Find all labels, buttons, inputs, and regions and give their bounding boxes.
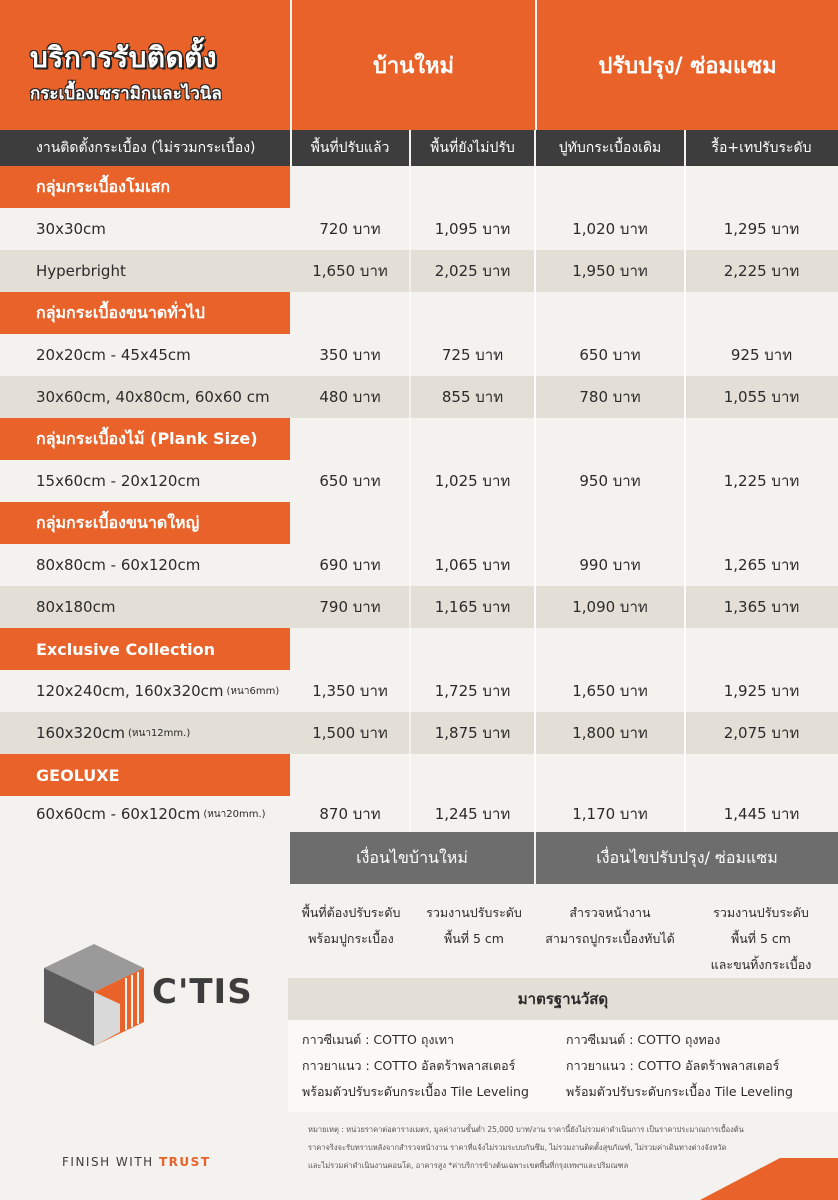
price-cell: 990 บาท	[579, 556, 641, 574]
price-cell: 1,025 บาท	[434, 472, 511, 490]
table-row	[0, 460, 838, 502]
price-cell: 1,225 บาท	[723, 472, 800, 490]
table-row	[0, 334, 838, 376]
price-cell: 855 บาท	[441, 388, 504, 406]
price-cell: 1,265 บาท	[723, 556, 800, 574]
price-cell: 1,245 บาท	[434, 805, 511, 823]
standard-line: กาวซีเมนต์ : COTTO ถุงเทา	[302, 1032, 455, 1047]
table-row	[0, 208, 838, 250]
standards-header: มาตรฐานวัสดุ	[288, 978, 838, 1020]
row-label: 80x80cm - 60x120cm	[36, 556, 201, 574]
corner-accent-shape	[700, 1158, 838, 1200]
table-row	[0, 670, 838, 712]
table-row	[0, 544, 838, 586]
group-divider	[684, 166, 686, 832]
category-label: กลุ่มกระเบื้องขนาดทั่วไป	[0, 292, 290, 334]
price-cell: 1,090 บาท	[572, 598, 648, 616]
price-cell: 650 บาท	[319, 472, 381, 490]
row-label-text: 120x240cm, 160x320cm	[36, 682, 224, 700]
tagline-part: FINISH WITH	[62, 1155, 154, 1169]
row-label: 30x30cm	[36, 220, 106, 238]
price-cell: 1,350 บาท	[312, 682, 388, 700]
footnote-line: และไม่รวมค่าดำเนินงานคอนโด, อาคารสูง *ค่าบริการข้างต้นเฉพาะเขตพื้นที่กรุงเทพฯและปริมณฑล	[308, 1161, 629, 1170]
condition-line: พื้นที่ 5 cm	[731, 931, 791, 946]
condition-c1	[290, 900, 412, 952]
price-cell: 1,650 บาท	[312, 262, 388, 280]
price-cell: 1,725 บาท	[434, 682, 511, 700]
price-cell: 2,025 บาท	[434, 262, 511, 280]
standards-box	[288, 1020, 838, 1112]
row-label: Hyperbright	[36, 262, 126, 280]
price-cell: 1,170 บาท	[572, 805, 648, 823]
price-cell: 1,095 บาท	[434, 220, 511, 238]
page-title: บริการรับติดตั้ง	[30, 41, 218, 74]
row-label-text: 160x320cm	[36, 724, 125, 742]
table-row	[0, 796, 838, 832]
price-cell: 350 บาท	[319, 346, 381, 364]
category-row	[0, 166, 838, 208]
column-c1: พื้นที่ปรับแล้ว	[310, 140, 390, 156]
table-row	[0, 712, 838, 754]
price-cell: 1,020 บาท	[572, 220, 648, 238]
condition-line: พื้นที่ 5 cm	[444, 931, 504, 946]
brand-tagline	[62, 1155, 211, 1169]
category-label: GEOLUXE	[0, 754, 290, 796]
table-row	[0, 250, 838, 292]
condition-line: และขนทิ้งกระเบื้อง	[710, 957, 812, 972]
category-label: Exclusive Collection	[0, 628, 290, 670]
category-label: กลุ่มกระเบื้องไม้ (Plank Size)	[0, 418, 290, 460]
row-label	[0, 796, 290, 832]
brand-name: C'TIS	[152, 972, 253, 1012]
price-cell: 870 บาท	[319, 805, 381, 823]
price-cell: 790 บาท	[319, 598, 381, 616]
price-cell: 480 บาท	[319, 388, 381, 406]
price-cell: 1,445 บาท	[723, 805, 800, 823]
page-subtitle: กระเบื้องเซรามิกและไวนิล	[30, 84, 222, 104]
column-label: งานติดตั้งกระเบื้อง (ไม่รวมกระเบื้อง)	[36, 140, 256, 156]
row-label: 30x60cm, 40x80cm, 60x60 cm	[36, 388, 270, 406]
column-c3: ปูทับกระเบื้องเดิม	[558, 140, 662, 156]
standard-line: พร้อมตัวปรับระดับกระเบื้อง Tile Leveling	[302, 1084, 529, 1099]
price-cell: 1,065 บาท	[434, 556, 511, 574]
condition-renovate-header: เงื่อนไขปรับปรุง/ ซ่อมแซม	[536, 832, 838, 884]
standard-line: กาวซีเมนต์ : COTTO ถุงทอง	[566, 1032, 721, 1047]
price-cell: 720 บาท	[319, 220, 381, 238]
price-cell: 950 บาท	[579, 472, 641, 490]
price-cell: 925 บาท	[730, 346, 793, 364]
category-row	[0, 418, 838, 460]
price-cell: 1,500 บาท	[312, 724, 388, 742]
condition-line: พร้อมปูกระเบื้อง	[308, 931, 394, 946]
footnote-line: หมายเหตุ : หน่วยราคาต่อตารางเมตร, มูลค่างานขั้นต่ำ 25,000 บาท/งาน ราคานี้ยังไม่รวมค่าดำเนินการ เป็นราคาประมาณการเบื้องต้น	[308, 1125, 744, 1134]
row-label-note: (หนา6mm)	[226, 685, 280, 697]
standard-line: กาวยาแนว : COTTO อัลตร้าพลาสเตอร์	[302, 1058, 516, 1073]
column-c4: รื้อ+เทปรับระดับ	[711, 140, 812, 156]
price-cell: 1,295 บาท	[723, 220, 800, 238]
row-label: 15x60cm - 20x120cm	[36, 472, 201, 490]
condition-c2	[412, 900, 536, 952]
table-row	[0, 376, 838, 418]
category-row	[0, 502, 838, 544]
table-row	[0, 586, 838, 628]
price-cell: 1,950 บาท	[572, 262, 648, 280]
standard-line: กาวยาแนว : COTTO อัลตร้าพลาสเตอร์	[566, 1058, 780, 1073]
column-header-row	[0, 130, 838, 166]
category-row	[0, 292, 838, 334]
price-cell: 1,925 บาท	[723, 682, 800, 700]
condition-line: สามารถปูกระเบื้องทับได้	[545, 931, 675, 946]
price-cell: 2,075 บาท	[723, 724, 800, 742]
footnote-line: ราคาจริงจะรับทราบหลังจากสำรวจหน้างาน ราคาที่แจ้งไม่รวมระบบกันซึม, ไม่รวมงานติดตั้งสุขภัณฑ์, ไม่รวมค่าเดินทางต่างจังหวัด	[308, 1143, 727, 1152]
header-new-home: บ้านใหม่	[292, 0, 535, 130]
row-label: 80x180cm	[36, 598, 116, 616]
title-block	[0, 0, 290, 130]
price-cell: 650 บาท	[579, 346, 641, 364]
price-cell: 690 บาท	[319, 556, 381, 574]
row-label	[0, 712, 290, 754]
category-row	[0, 754, 838, 796]
price-cell: 1,800 บาท	[572, 724, 648, 742]
price-cell: 1,365 บาท	[723, 598, 800, 616]
price-cell: 725 บาท	[441, 346, 504, 364]
category-row	[0, 628, 838, 670]
condition-line: พื้นที่ต้องปรับระดับ	[301, 905, 401, 920]
condition-line: รวมงานปรับระดับ	[713, 905, 809, 920]
condition-line: รวมงานปรับระดับ	[426, 905, 522, 920]
column-c2: พื้นที่ยังไม่ปรับ	[430, 140, 515, 156]
condition-c3	[536, 900, 684, 952]
row-label-note: (หนา12mm.)	[128, 727, 191, 739]
price-cell: 780 บาท	[579, 388, 641, 406]
row-label-note: (หนา20mm.)	[203, 808, 266, 820]
price-cell: 1,875 บาท	[434, 724, 511, 742]
price-cell: 2,225 บาท	[723, 262, 800, 280]
standard-line: พร้อมตัวปรับระดับกระเบื้อง Tile Leveling	[566, 1084, 793, 1099]
category-label: กลุ่มกระเบื้องโมเสก	[0, 166, 290, 208]
price-cell: 1,165 บาท	[434, 598, 511, 616]
condition-new-header: เงื่อนไขบ้านใหม่	[290, 832, 534, 884]
price-cell: 1,055 บาท	[723, 388, 800, 406]
header-renovate: ปรับปรุง/ ซ่อมแซม	[537, 0, 838, 130]
ctis-logo-icon	[40, 940, 148, 1050]
category-label: กลุ่มกระเบื้องขนาดใหญ่	[0, 502, 290, 544]
tagline-emphasis: TRUST	[159, 1155, 211, 1169]
condition-line: สำรวจหน้างาน	[569, 905, 651, 920]
price-cell: 1,650 บาท	[572, 682, 648, 700]
group-divider	[409, 166, 411, 832]
row-label: 20x20cm - 45x45cm	[36, 346, 191, 364]
row-label-text: 60x60cm - 60x120cm	[36, 805, 201, 823]
group-divider	[534, 166, 536, 832]
condition-c4	[684, 900, 838, 978]
row-label	[0, 670, 290, 712]
